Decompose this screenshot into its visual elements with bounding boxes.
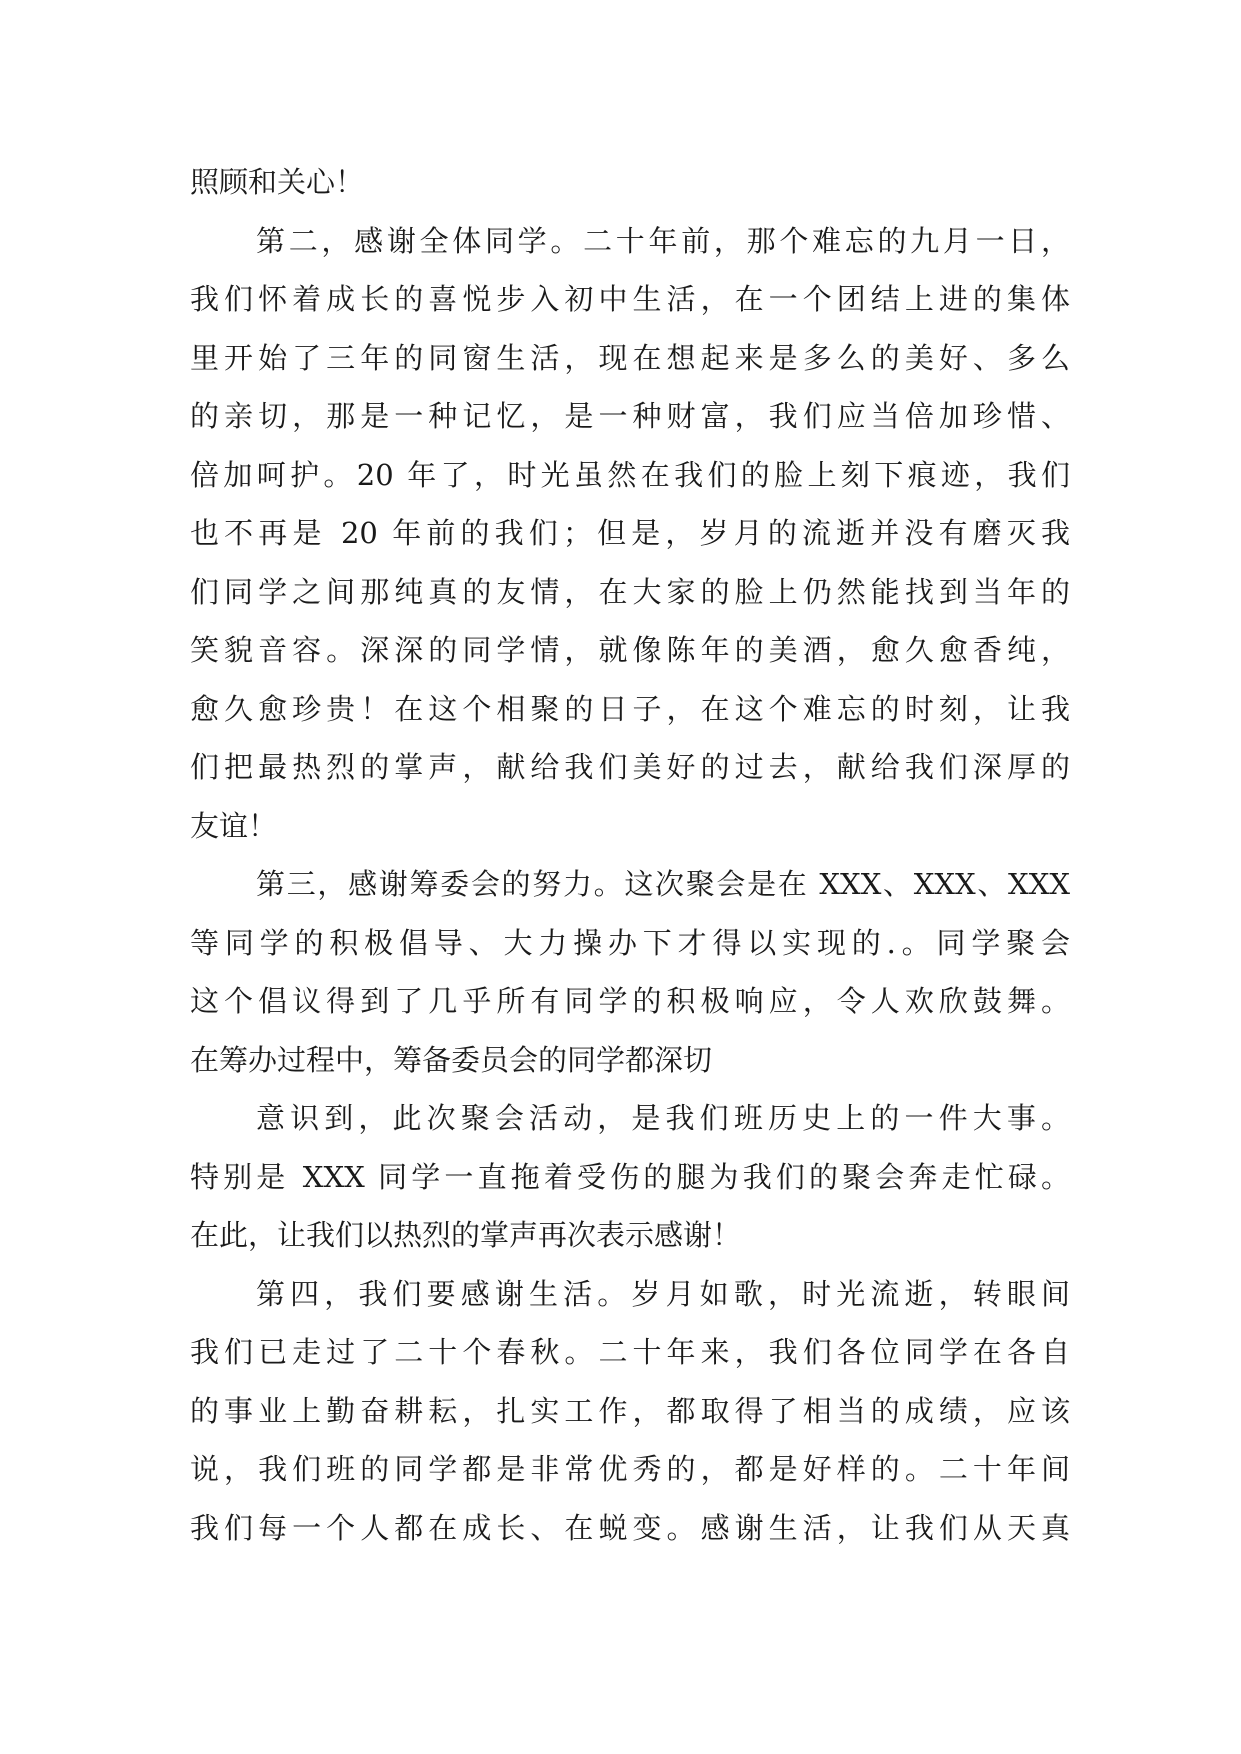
text-line: 笑貌音容。深深的同学情，就像陈年的美酒，愈久愈香纯， [190, 633, 1070, 667]
text-line: 在筹办过程中，筹备委员会的同学都深切 [190, 1042, 713, 1077]
paragraph-first-line: 第三，感谢筹委会的努力。这次聚会是在 XXX、XXX、XXX [256, 867, 1070, 901]
text-line: 我们已走过了二十个春秋。二十年来，我们各位同学在各自 [190, 1335, 1070, 1369]
text-line: 在此，让我们以热烈的掌声再次表示感谢！ [190, 1218, 742, 1252]
paragraph-first-line: 意识到，此次聚会活动，是我们班历史上的一件大事。 [256, 1101, 1070, 1135]
text-line: 们同学之间那纯真的友情，在大家的脸上仍然能找到当年的 [190, 574, 1070, 609]
paragraph-first-line: 第四，我们要感谢生活。岁月如歌，时光流逝，转眼间 [256, 1276, 1070, 1311]
paragraph-first-line: 第二，感谢全体同学。二十年前，那个难忘的九月一日， [256, 223, 1070, 258]
text-line: 的事业上勤奋耕耘，扎实工作，都取得了相当的成绩，应该 [190, 1393, 1070, 1428]
text-line: 倍加呵护。20 年了，时光虽然在我们的脸上刻下痕迹，我们 [190, 457, 1070, 492]
text-line: 愈久愈珍贵！在这个相聚的日子，在这个难忘的时刻，让我 [190, 691, 1070, 726]
text-line: 我们怀着成长的喜悦步入初中生活，在一个团结上进的集体 [190, 282, 1070, 316]
text-line: 友谊！ [190, 808, 278, 843]
document-body [190, 153, 1070, 1557]
text-line: 说，我们班的同学都是非常优秀的，都是好样的。二十年间 [190, 1452, 1070, 1486]
text-line: 我们每一个人都在成长、在蜕变。感谢生活，让我们从天真 [190, 1510, 1070, 1545]
text-line: 这个倡议得到了几乎所有同学的积极响应，令人欢欣鼓舞。 [190, 984, 1070, 1018]
text-line: 也不再是 20 年前的我们；但是，岁月的流逝并没有磨灭我 [190, 516, 1070, 550]
text-line: 们把最热烈的掌声，献给我们美好的过去，献给我们深厚的 [190, 750, 1070, 784]
text-line: 里开始了三年的同窗生活，现在想起来是多么的美好、多么 [190, 340, 1070, 375]
text-line: 照顾和关心！ [190, 165, 365, 199]
text-line: 的亲切，那是一种记忆，是一种财富，我们应当倍加珍惜、 [190, 399, 1070, 433]
text-line: 特别是 XXX 同学一直拖着受伤的腿为我们的聚会奔走忙碌。 [190, 1159, 1070, 1194]
text-line: 等同学的积极倡导、大力操办下才得以实现的.。同学聚会 [190, 925, 1070, 960]
